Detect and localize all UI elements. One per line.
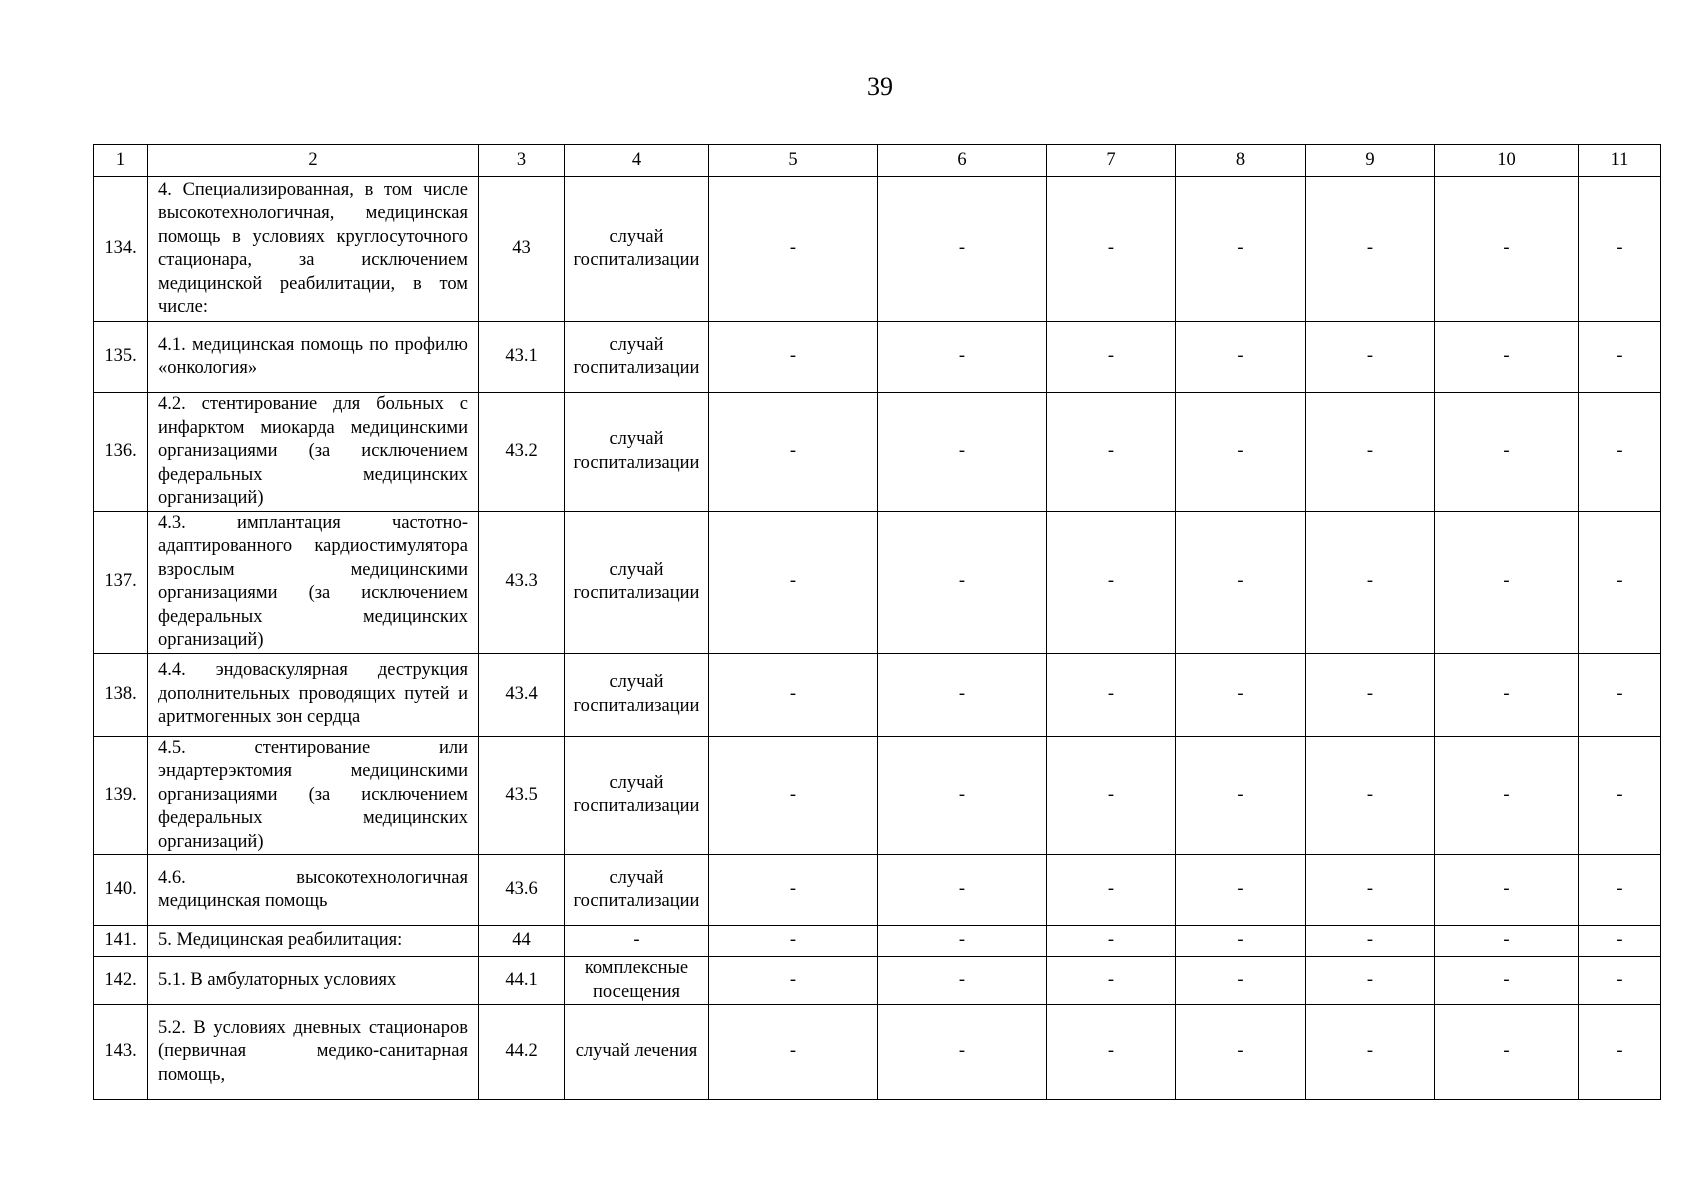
row-value: - [1435,177,1579,322]
table-row [94,177,1661,322]
table-row [94,957,1661,1005]
row-description: 4. Специализированная, в том числе высокотехнологичная, медицинская помощь в условиях круглосуточного стационара, за исключением медицинской реабилитации, в том числе: [148,177,479,322]
row-code: 43.5 [479,736,565,855]
row-value: - [1579,1005,1661,1100]
row-value: - [709,957,878,1005]
row-number: 134. [94,177,148,322]
column-number: 11 [1579,145,1661,177]
row-value: - [1579,957,1661,1005]
row-description: 4.6. высокотехнологичная медицинская помощь [148,855,479,926]
row-value: - [1176,1005,1306,1100]
row-value: - [878,511,1047,653]
row-value: - [1579,926,1661,957]
row-unit: случай госпитализации [565,393,709,512]
row-value: - [878,1005,1047,1100]
column-number-row [94,145,1661,177]
row-number: 135. [94,322,148,393]
row-value: - [1579,322,1661,393]
row-value: - [1435,926,1579,957]
row-description: 4.2. стентирование для больных с инфарктом миокарда медицинскими организациями (за исключением федеральных медицинских организаций) [148,393,479,512]
row-value: - [709,653,878,736]
table-row [94,653,1661,736]
row-number: 136. [94,393,148,512]
row-unit: комплексные посещения [565,957,709,1005]
row-value: - [1047,511,1176,653]
row-value: - [1435,736,1579,855]
row-description: 4.1. медицинская помощь по профилю «онкология» [148,322,479,393]
row-value: - [1176,322,1306,393]
row-number: 141. [94,926,148,957]
row-value: - [1435,511,1579,653]
row-value: - [1176,511,1306,653]
row-description: 4.5. стентирование или эндартерэктомия медицинскими организациями (за исключением федеральных медицинских организаций) [148,736,479,855]
row-value: - [1306,177,1435,322]
column-number: 7 [1047,145,1176,177]
column-number: 1 [94,145,148,177]
column-number: 2 [148,145,479,177]
row-value: - [878,177,1047,322]
row-number: 140. [94,855,148,926]
row-value: - [1047,926,1176,957]
row-value: - [1435,1005,1579,1100]
row-value: - [1579,653,1661,736]
row-value: - [1176,653,1306,736]
row-description: 5.2. В условиях дневных стационаров (первичная медико-санитарная помощь, [148,1005,479,1100]
row-value: - [1047,957,1176,1005]
row-value: - [1435,855,1579,926]
column-number: 8 [1176,145,1306,177]
row-value: - [709,855,878,926]
table-row [94,393,1661,512]
row-value: - [1047,393,1176,512]
row-value: - [1306,511,1435,653]
row-value: - [878,957,1047,1005]
column-number: 3 [479,145,565,177]
column-number: 9 [1306,145,1435,177]
row-value: - [878,393,1047,512]
row-value: - [878,736,1047,855]
row-value: - [709,511,878,653]
row-value: - [1579,736,1661,855]
row-number: 142. [94,957,148,1005]
row-number: 139. [94,736,148,855]
row-value: - [1176,957,1306,1005]
data-table [93,144,1661,1100]
row-code: 43.4 [479,653,565,736]
row-code: 43 [479,177,565,322]
row-value: - [878,322,1047,393]
row-value: - [1176,177,1306,322]
row-unit: - [565,926,709,957]
row-value: - [709,736,878,855]
row-value: - [1176,736,1306,855]
row-value: - [1435,653,1579,736]
table-row [94,926,1661,957]
row-code: 43.1 [479,322,565,393]
column-number: 5 [709,145,878,177]
table-row [94,736,1661,855]
row-value: - [1047,177,1176,322]
row-code: 44 [479,926,565,957]
column-number: 6 [878,145,1047,177]
row-code: 43.3 [479,511,565,653]
row-value: - [1306,926,1435,957]
row-value: - [1306,957,1435,1005]
row-number: 137. [94,511,148,653]
row-unit: случай лечения [565,1005,709,1100]
row-code: 43.2 [479,393,565,512]
row-value: - [1306,1005,1435,1100]
row-unit: случай госпитализации [565,653,709,736]
row-unit: случай госпитализации [565,736,709,855]
row-value: - [1176,393,1306,512]
page-number: 39 [867,72,893,101]
row-unit: случай госпитализации [565,511,709,653]
row-description: 5. Медицинская реабилитация: [148,926,479,957]
row-value: - [1435,322,1579,393]
row-description: 4.4. эндоваскулярная деструкция дополнительных проводящих путей и аритмогенных зон сердца [148,653,479,736]
row-number: 138. [94,653,148,736]
row-value: - [1047,1005,1176,1100]
row-value: - [1579,177,1661,322]
row-description: 5.1. В амбулаторных условиях [148,957,479,1005]
row-value: - [709,926,878,957]
row-value: - [1579,511,1661,653]
column-number: 10 [1435,145,1579,177]
row-value: - [1047,322,1176,393]
row-code: 44.1 [479,957,565,1005]
row-unit: случай госпитализации [565,322,709,393]
row-value: - [1435,957,1579,1005]
table-row [94,322,1661,393]
row-value: - [878,653,1047,736]
row-value: - [1047,855,1176,926]
row-value: - [878,855,1047,926]
column-number: 4 [565,145,709,177]
row-value: - [1435,393,1579,512]
row-unit: случай госпитализации [565,177,709,322]
row-value: - [1579,855,1661,926]
row-value: - [1176,926,1306,957]
row-unit: случай госпитализации [565,855,709,926]
row-value: - [1306,393,1435,512]
row-value: - [1047,653,1176,736]
row-description: 4.3. имплантация частотно-адаптированного кардиостимулятора взрослым медицинскими организациями (за исключением федеральных медицинских организаций) [148,511,479,653]
row-value: - [709,177,878,322]
row-value: - [1579,393,1661,512]
row-value: - [709,393,878,512]
row-value: - [1047,736,1176,855]
row-value: - [1306,653,1435,736]
row-value: - [709,322,878,393]
row-code: 43.6 [479,855,565,926]
table-row [94,511,1661,653]
row-code: 44.2 [479,1005,565,1100]
row-value: - [878,926,1047,957]
row-value: - [709,1005,878,1100]
row-number: 143. [94,1005,148,1100]
row-value: - [1306,736,1435,855]
row-value: - [1176,855,1306,926]
table-row [94,855,1661,926]
row-value: - [1306,855,1435,926]
row-value: - [1306,322,1435,393]
table-row [94,1005,1661,1100]
